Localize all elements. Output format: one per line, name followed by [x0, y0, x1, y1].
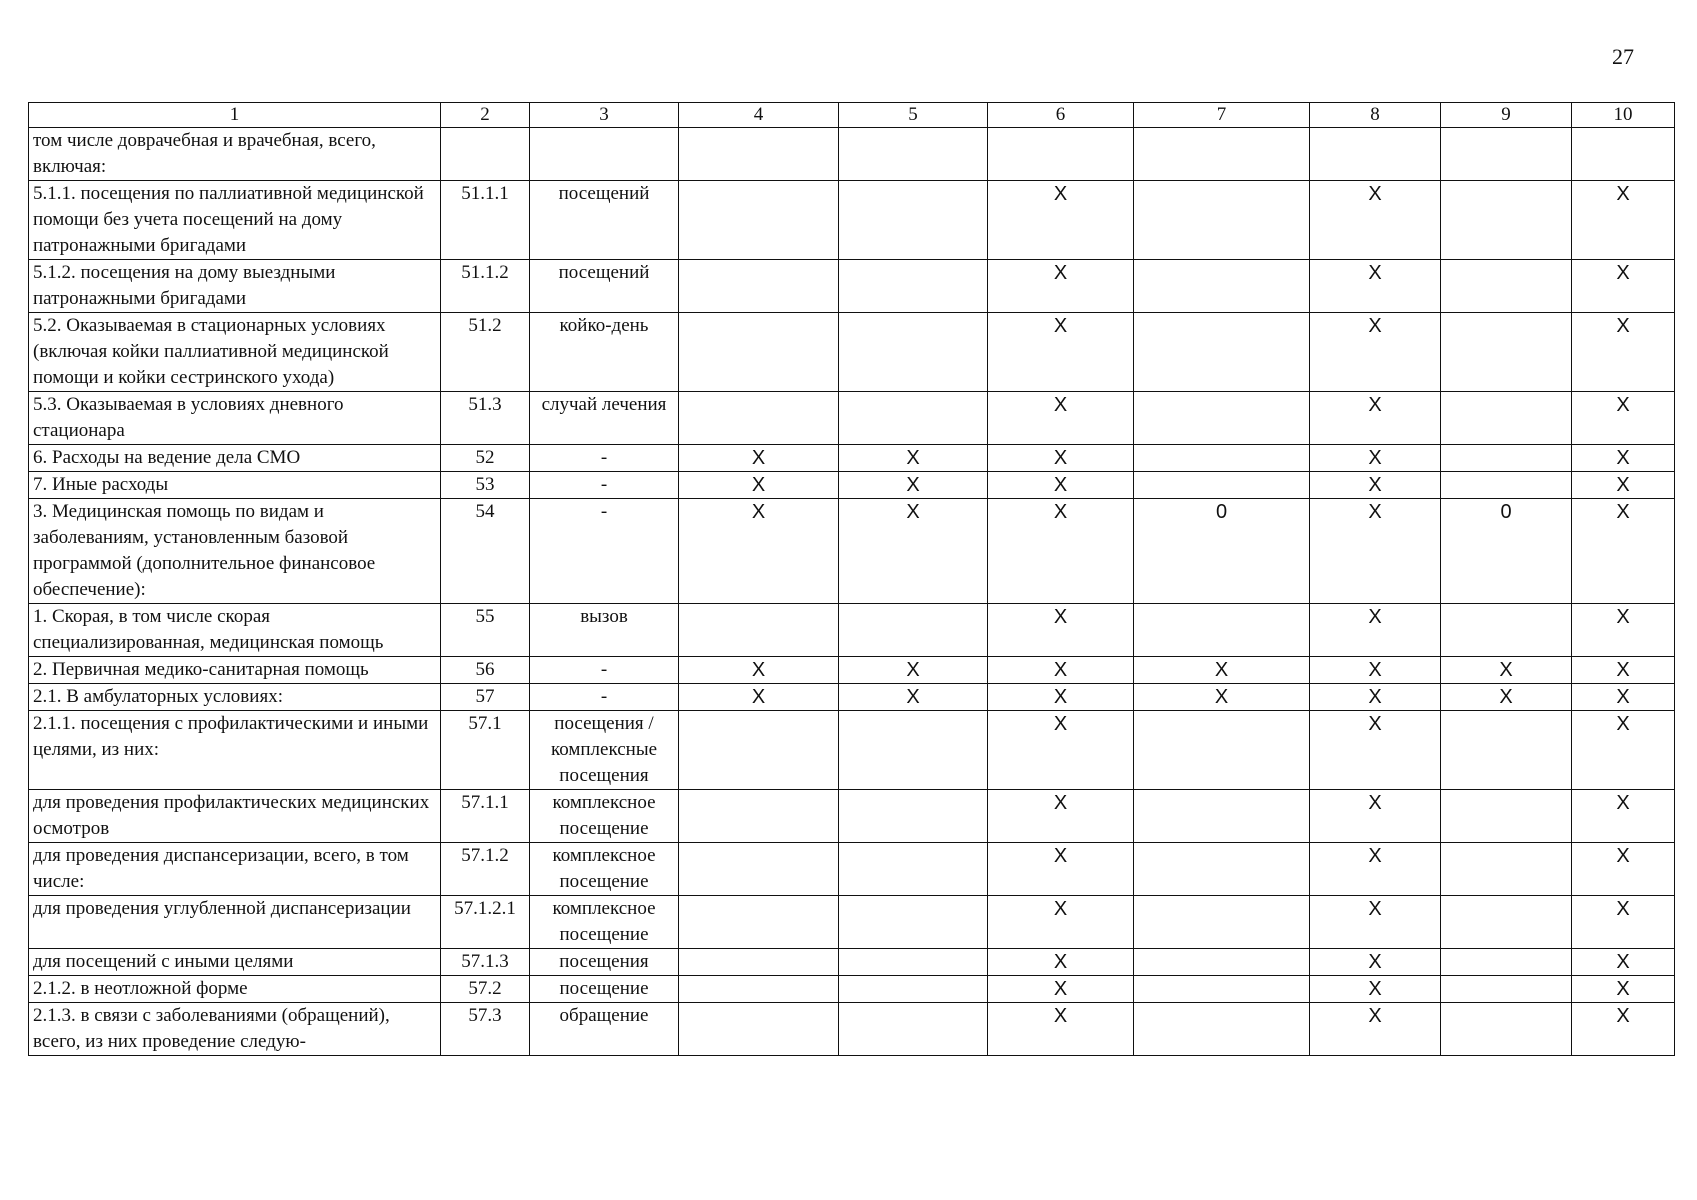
row-code: 51.1.2: [441, 260, 530, 313]
cell-col4: [679, 896, 839, 949]
cell-col8: [1310, 128, 1441, 181]
cell-col10: X: [1572, 472, 1675, 499]
table-row: [29, 181, 1675, 260]
cell-col9: [1441, 260, 1572, 313]
row-unit: посещения: [530, 949, 679, 976]
cell-col6: X: [988, 260, 1134, 313]
cell-col6: X: [988, 392, 1134, 445]
cell-col8: X: [1310, 790, 1441, 843]
cell-col6: X: [988, 790, 1134, 843]
cell-col8: X: [1310, 711, 1441, 790]
cell-col10: X: [1572, 392, 1675, 445]
cell-col10: X: [1572, 1003, 1675, 1056]
cell-col8: X: [1310, 949, 1441, 976]
row-unit: [530, 128, 679, 181]
row-label: для проведения углубленной диспансеризации: [29, 896, 441, 949]
data-table: [28, 102, 1675, 1056]
row-label: 5.3. Оказываемая в условиях дневного стационара: [29, 392, 441, 445]
cell-col8: X: [1310, 499, 1441, 604]
row-code: 57.1.2.1: [441, 896, 530, 949]
row-unit: посещений: [530, 260, 679, 313]
cell-col10: X: [1572, 949, 1675, 976]
row-unit: посещения / комплексные посещения: [530, 711, 679, 790]
cell-col4: [679, 181, 839, 260]
cell-col7: [1134, 472, 1310, 499]
table-row: [29, 684, 1675, 711]
cell-col5: X: [839, 445, 988, 472]
cell-col10: X: [1572, 445, 1675, 472]
cell-col5: [839, 604, 988, 657]
row-unit: комплексное посещение: [530, 790, 679, 843]
cell-col8: X: [1310, 472, 1441, 499]
row-label: для проведения профилактических медицинских осмотров: [29, 790, 441, 843]
cell-col5: [839, 790, 988, 843]
cell-col8: X: [1310, 313, 1441, 392]
cell-col7: [1134, 1003, 1310, 1056]
table-row: [29, 657, 1675, 684]
column-header: 3: [530, 103, 679, 128]
row-code: 57.1.3: [441, 949, 530, 976]
cell-col8: X: [1310, 260, 1441, 313]
column-header: 2: [441, 103, 530, 128]
row-label: для проведения диспансеризации, всего, в том числе:: [29, 843, 441, 896]
cell-col8: X: [1310, 684, 1441, 711]
column-header: 8: [1310, 103, 1441, 128]
cell-col10: X: [1572, 684, 1675, 711]
cell-col7: [1134, 181, 1310, 260]
cell-col5: X: [839, 657, 988, 684]
row-label: том числе доврачебная и врачебная, всего, включая:: [29, 128, 441, 181]
cell-col9: [1441, 843, 1572, 896]
row-code: 55: [441, 604, 530, 657]
cell-col6: X: [988, 949, 1134, 976]
row-unit: обращение: [530, 1003, 679, 1056]
table-body: [29, 128, 1675, 1056]
cell-col9: [1441, 976, 1572, 1003]
cell-col7: [1134, 896, 1310, 949]
row-unit: -: [530, 499, 679, 604]
row-code: 51.2: [441, 313, 530, 392]
cell-col6: X: [988, 472, 1134, 499]
cell-col4: X: [679, 684, 839, 711]
cell-col9: [1441, 1003, 1572, 1056]
row-code: 54: [441, 499, 530, 604]
row-code: 51.3: [441, 392, 530, 445]
cell-col4: X: [679, 445, 839, 472]
table-row: [29, 896, 1675, 949]
cell-col4: [679, 392, 839, 445]
cell-col9: [1441, 445, 1572, 472]
cell-col4: [679, 260, 839, 313]
table-row: [29, 790, 1675, 843]
row-unit: -: [530, 445, 679, 472]
cell-col8: X: [1310, 976, 1441, 1003]
cell-col9: 0: [1441, 499, 1572, 604]
table-row: [29, 260, 1675, 313]
row-label: 2.1.3. в связи с заболеваниями (обращений), всего, из них проведение следую-: [29, 1003, 441, 1056]
cell-col8: X: [1310, 392, 1441, 445]
cell-col6: X: [988, 445, 1134, 472]
cell-col7: [1134, 260, 1310, 313]
row-unit: комплексное посещение: [530, 843, 679, 896]
row-unit: посещение: [530, 976, 679, 1003]
cell-col9: [1441, 313, 1572, 392]
column-header: 7: [1134, 103, 1310, 128]
cell-col10: X: [1572, 181, 1675, 260]
cell-col9: [1441, 790, 1572, 843]
column-header: 6: [988, 103, 1134, 128]
cell-col6: X: [988, 604, 1134, 657]
row-unit: -: [530, 657, 679, 684]
row-unit: вызов: [530, 604, 679, 657]
cell-col4: X: [679, 499, 839, 604]
row-unit: посещений: [530, 181, 679, 260]
row-label: 7. Иные расходы: [29, 472, 441, 499]
cell-col7: [1134, 445, 1310, 472]
cell-col4: [679, 313, 839, 392]
cell-col4: [679, 843, 839, 896]
row-code: 57.1: [441, 711, 530, 790]
row-unit: случай лечения: [530, 392, 679, 445]
row-code: 57.2: [441, 976, 530, 1003]
cell-col5: [839, 843, 988, 896]
column-header: 9: [1441, 103, 1572, 128]
table-row: [29, 392, 1675, 445]
cell-col5: [839, 260, 988, 313]
cell-col5: X: [839, 499, 988, 604]
table-row: [29, 604, 1675, 657]
cell-col7: [1134, 790, 1310, 843]
cell-col7: [1134, 976, 1310, 1003]
row-label: для посещений с иными целями: [29, 949, 441, 976]
cell-col9: [1441, 949, 1572, 976]
cell-col7: [1134, 604, 1310, 657]
cell-col9: [1441, 472, 1572, 499]
cell-col7: [1134, 128, 1310, 181]
cell-col10: [1572, 128, 1675, 181]
cell-col4: [679, 604, 839, 657]
row-label: 5.1.1. посещения по паллиативной медицинской помощи без учета посещений на дому патронажными бригадами: [29, 181, 441, 260]
table-row: [29, 445, 1675, 472]
cell-col5: [839, 181, 988, 260]
column-header: 10: [1572, 103, 1675, 128]
cell-col7: 0: [1134, 499, 1310, 604]
cell-col9: [1441, 392, 1572, 445]
column-header: 5: [839, 103, 988, 128]
cell-col10: X: [1572, 711, 1675, 790]
cell-col4: [679, 1003, 839, 1056]
cell-col6: X: [988, 843, 1134, 896]
cell-col10: X: [1572, 896, 1675, 949]
row-label: 5.2. Оказываемая в стационарных условиях (включая койки паллиативной медицинской помощи и койки сестринского ухода): [29, 313, 441, 392]
row-unit: -: [530, 472, 679, 499]
cell-col5: [839, 949, 988, 976]
row-label: 2.1. В амбулаторных условиях:: [29, 684, 441, 711]
cell-col4: X: [679, 657, 839, 684]
column-header: 4: [679, 103, 839, 128]
cell-col9: X: [1441, 684, 1572, 711]
cell-col5: X: [839, 684, 988, 711]
row-code: 53: [441, 472, 530, 499]
table-row: [29, 128, 1675, 181]
cell-col10: X: [1572, 657, 1675, 684]
cell-col8: X: [1310, 843, 1441, 896]
row-unit: койко-день: [530, 313, 679, 392]
cell-col9: [1441, 711, 1572, 790]
cell-col10: X: [1572, 604, 1675, 657]
table-row: [29, 313, 1675, 392]
page-number: 27: [1612, 44, 1634, 69]
cell-col10: X: [1572, 260, 1675, 313]
cell-col10: X: [1572, 790, 1675, 843]
cell-col9: [1441, 181, 1572, 260]
cell-col7: [1134, 313, 1310, 392]
row-code: [441, 128, 530, 181]
cell-col5: [839, 392, 988, 445]
cell-col10: X: [1572, 313, 1675, 392]
row-code: 52: [441, 445, 530, 472]
cell-col9: [1441, 896, 1572, 949]
cell-col6: X: [988, 313, 1134, 392]
table-row: [29, 499, 1675, 604]
cell-col9: [1441, 604, 1572, 657]
cell-col6: X: [988, 684, 1134, 711]
cell-col8: X: [1310, 896, 1441, 949]
cell-col6: [988, 128, 1134, 181]
cell-col6: X: [988, 657, 1134, 684]
cell-col5: [839, 896, 988, 949]
cell-col7: [1134, 392, 1310, 445]
cell-col6: X: [988, 976, 1134, 1003]
row-unit: комплексное посещение: [530, 896, 679, 949]
header-row: [29, 103, 1675, 128]
row-label: 2. Первичная медико-санитарная помощь: [29, 657, 441, 684]
cell-col7: X: [1134, 684, 1310, 711]
row-unit: -: [530, 684, 679, 711]
cell-col6: X: [988, 499, 1134, 604]
table-row: [29, 949, 1675, 976]
row-label: 1. Скорая, в том числе скорая специализированная, медицинская помощь: [29, 604, 441, 657]
column-header: 1: [29, 103, 441, 128]
row-label: 5.1.2. посещения на дому выездными патронажными бригадами: [29, 260, 441, 313]
cell-col8: X: [1310, 1003, 1441, 1056]
cell-col8: X: [1310, 657, 1441, 684]
cell-col7: [1134, 949, 1310, 976]
cell-col5: [839, 128, 988, 181]
cell-col4: [679, 949, 839, 976]
table-row: [29, 472, 1675, 499]
cell-col10: X: [1572, 499, 1675, 604]
row-code: 57.1.1: [441, 790, 530, 843]
table-row: [29, 843, 1675, 896]
cell-col5: [839, 313, 988, 392]
cell-col5: [839, 711, 988, 790]
row-code: 57: [441, 684, 530, 711]
cell-col4: [679, 128, 839, 181]
cell-col4: [679, 976, 839, 1003]
cell-col6: X: [988, 896, 1134, 949]
cell-col9: X: [1441, 657, 1572, 684]
cell-col5: [839, 976, 988, 1003]
cell-col8: X: [1310, 445, 1441, 472]
cell-col5: X: [839, 472, 988, 499]
cell-col4: X: [679, 472, 839, 499]
row-code: 56: [441, 657, 530, 684]
cell-col10: X: [1572, 976, 1675, 1003]
row-label: 2.1.1. посещения с профилактическими и иными целями, из них:: [29, 711, 441, 790]
cell-col6: X: [988, 711, 1134, 790]
row-label: 6. Расходы на ведение дела СМО: [29, 445, 441, 472]
row-label: 2.1.2. в неотложной форме: [29, 976, 441, 1003]
cell-col6: X: [988, 181, 1134, 260]
cell-col6: X: [988, 1003, 1134, 1056]
table-row: [29, 976, 1675, 1003]
cell-col7: X: [1134, 657, 1310, 684]
row-code: 57.3: [441, 1003, 530, 1056]
cell-col8: X: [1310, 604, 1441, 657]
cell-col7: [1134, 711, 1310, 790]
cell-col9: [1441, 128, 1572, 181]
cell-col7: [1134, 843, 1310, 896]
cell-col4: [679, 790, 839, 843]
cell-col5: [839, 1003, 988, 1056]
cell-col10: X: [1572, 843, 1675, 896]
row-code: 51.1.1: [441, 181, 530, 260]
table-row: [29, 1003, 1675, 1056]
cell-col8: X: [1310, 181, 1441, 260]
cell-col4: [679, 711, 839, 790]
row-label: 3. Медицинская помощь по видам и заболеваниям, установленным базовой программой (дополнительное финансовое обеспечение):: [29, 499, 441, 604]
table-row: [29, 711, 1675, 790]
row-code: 57.1.2: [441, 843, 530, 896]
